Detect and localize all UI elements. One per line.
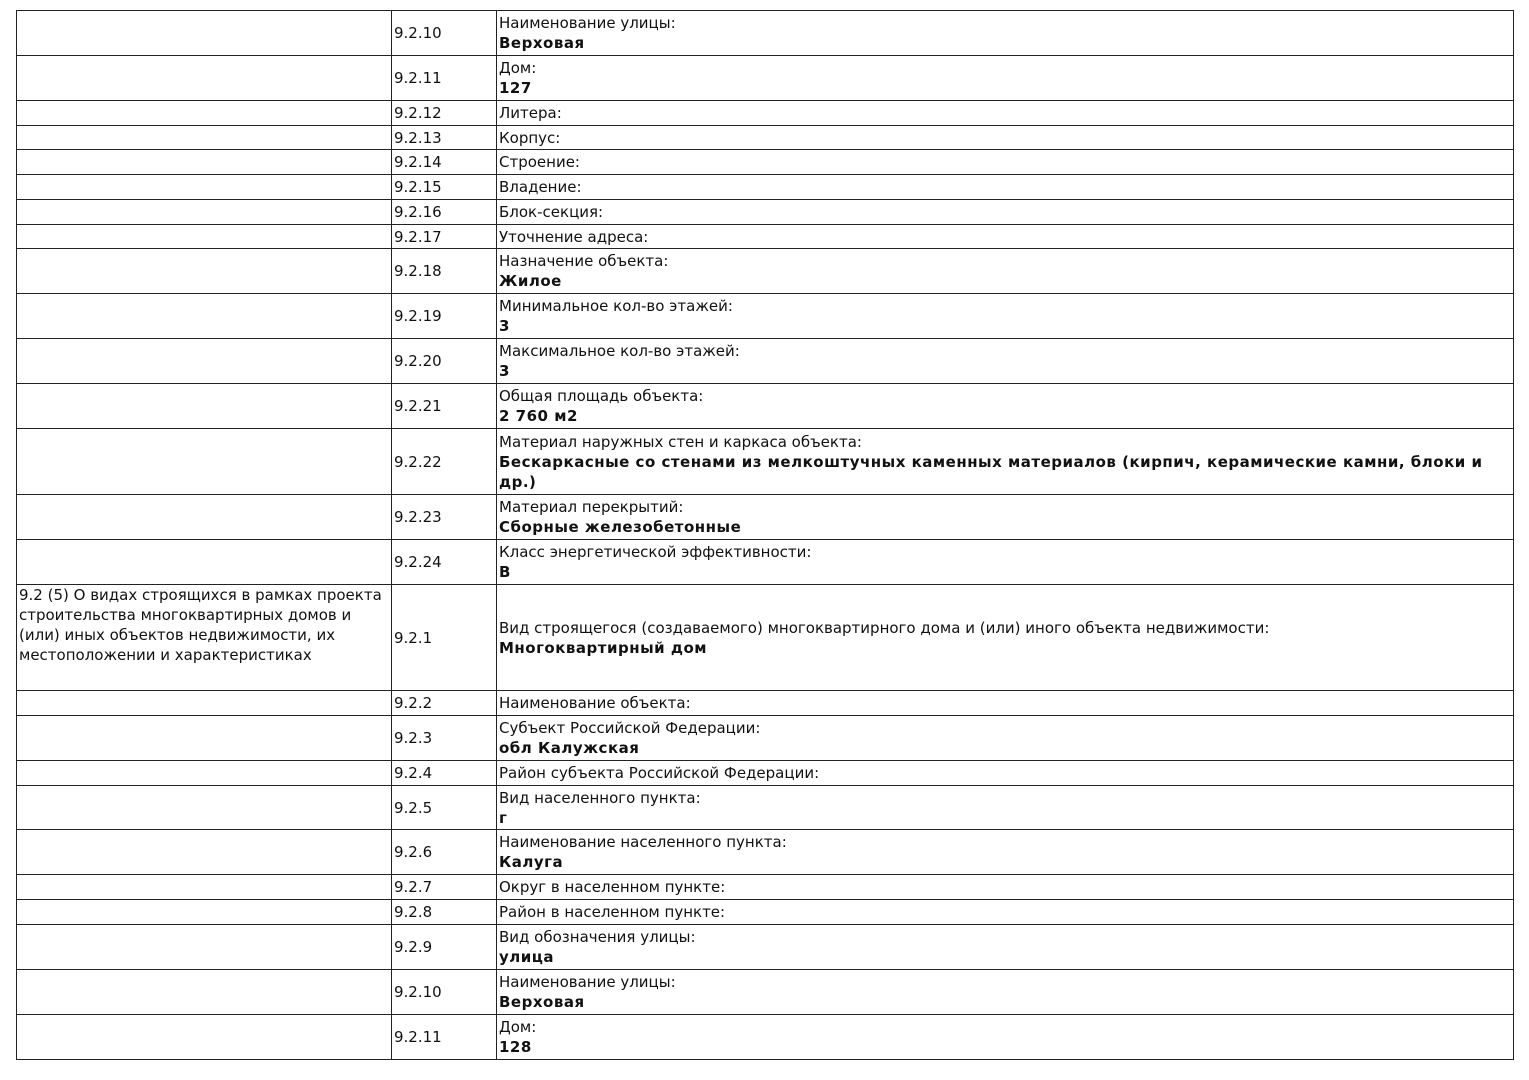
section-cell xyxy=(17,294,392,339)
field-label: Материал наружных стен и каркаса объекта: xyxy=(499,432,862,451)
table-row xyxy=(17,925,1514,970)
field-label: Субъект Российской Федерации: xyxy=(499,719,761,737)
table-row xyxy=(17,101,1514,126)
table-row xyxy=(17,970,1514,1015)
table-row xyxy=(17,585,1514,691)
section-cell xyxy=(17,56,392,101)
item-number: 9.2.4 xyxy=(392,761,497,786)
item-number: 9.2.8 xyxy=(392,900,497,925)
field-label: Назначение объекта: xyxy=(499,252,669,270)
field-value: В xyxy=(499,563,511,581)
field-cell xyxy=(497,585,1514,691)
item-number: 9.2.10 xyxy=(392,11,497,56)
table-row xyxy=(17,294,1514,339)
field-cell xyxy=(497,200,1514,225)
section-cell xyxy=(17,691,392,716)
item-number: 9.2.16 xyxy=(392,200,497,225)
section-cell xyxy=(17,786,392,830)
item-number: 9.2.13 xyxy=(392,126,497,150)
field-cell xyxy=(497,384,1514,429)
field-value: Калуга xyxy=(499,853,564,871)
item-number: 9.2.17 xyxy=(392,225,497,249)
item-number: 9.2.14 xyxy=(392,150,497,175)
field-value: Верховая xyxy=(499,993,585,1011)
item-number: 9.2.12 xyxy=(392,101,497,126)
field-label: Корпус: xyxy=(499,128,561,147)
field-label: Класс энергетической эффективности: xyxy=(499,543,812,561)
field-cell xyxy=(497,716,1514,761)
section-cell xyxy=(17,495,392,540)
field-value: 3 xyxy=(499,362,510,380)
field-label: Блок-секция: xyxy=(499,203,604,221)
table-body xyxy=(17,11,1514,1060)
item-number: 9.2.18 xyxy=(392,249,497,294)
table-row xyxy=(17,495,1514,540)
item-number: 9.2.1 xyxy=(392,585,497,691)
field-label: Уточнение адреса: xyxy=(499,227,649,246)
table-row xyxy=(17,384,1514,429)
table-row xyxy=(17,339,1514,384)
field-cell xyxy=(497,339,1514,384)
field-cell xyxy=(497,56,1514,101)
field-cell xyxy=(497,11,1514,56)
table-row xyxy=(17,249,1514,294)
field-cell xyxy=(497,786,1514,830)
field-label: Район субъекта Российской Федерации: xyxy=(499,764,820,782)
section-cell xyxy=(17,200,392,225)
field-cell xyxy=(497,294,1514,339)
table-row xyxy=(17,786,1514,830)
field-cell xyxy=(497,495,1514,540)
section-cell xyxy=(17,175,392,200)
field-cell xyxy=(497,1015,1514,1060)
field-value: 127 xyxy=(499,79,532,97)
section-cell xyxy=(17,875,392,900)
field-label: Вид населенного пункта: xyxy=(499,788,701,807)
field-cell xyxy=(497,875,1514,900)
item-number: 9.2.11 xyxy=(392,1015,497,1060)
section-cell xyxy=(17,101,392,126)
field-label: Дом: xyxy=(499,59,537,77)
section-cell xyxy=(17,11,392,56)
item-number: 9.2.15 xyxy=(392,175,497,200)
field-label: Округ в населенном пункте: xyxy=(499,878,726,896)
field-label: Строение: xyxy=(499,153,580,171)
item-number: 9.2.6 xyxy=(392,830,497,875)
field-label: Наименование улицы: xyxy=(499,973,676,991)
item-number: 9.2.20 xyxy=(392,339,497,384)
field-value: г xyxy=(499,808,508,827)
section-cell xyxy=(17,830,392,875)
table-row xyxy=(17,126,1514,150)
table-row xyxy=(17,11,1514,56)
field-label: Литера: xyxy=(499,104,562,122)
section-cell xyxy=(17,384,392,429)
table-row xyxy=(17,1015,1514,1060)
field-label: Минимальное кол-во этажей: xyxy=(499,297,733,315)
field-label: Вид обозначения улицы: xyxy=(499,928,696,946)
field-value: Верховая xyxy=(499,34,585,52)
section-cell xyxy=(17,1015,392,1060)
section-cell xyxy=(17,150,392,175)
table-row xyxy=(17,429,1514,495)
field-label: Наименование объекта: xyxy=(499,694,691,712)
field-cell xyxy=(497,150,1514,175)
field-label: Материал перекрытий: xyxy=(499,498,684,516)
field-label: Общая площадь объекта: xyxy=(499,387,704,405)
section-cell xyxy=(17,761,392,786)
section-cell xyxy=(17,925,392,970)
field-label: Владение: xyxy=(499,178,582,196)
section-cell xyxy=(17,225,392,249)
field-value: Сборные железобетонные xyxy=(499,518,742,536)
table-row xyxy=(17,875,1514,900)
field-value: 128 xyxy=(499,1038,532,1056)
item-number: 9.2.5 xyxy=(392,786,497,830)
field-value: 3 xyxy=(499,317,510,335)
item-number: 9.2.7 xyxy=(392,875,497,900)
item-number: 9.2.11 xyxy=(392,56,497,101)
field-value: Многоквартирный дом xyxy=(499,638,708,657)
field-cell xyxy=(497,761,1514,786)
field-cell xyxy=(497,101,1514,126)
field-cell xyxy=(497,126,1514,150)
object-characteristics-table xyxy=(16,10,1514,1060)
field-cell xyxy=(497,225,1514,249)
item-number: 9.2.3 xyxy=(392,716,497,761)
field-value: Жилое xyxy=(499,272,562,290)
field-label: Вид строящегося (создаваемого) многоквартирного дома и (или) иного объекта недвижимости: xyxy=(499,618,1270,637)
field-cell xyxy=(497,429,1514,495)
section-cell xyxy=(17,900,392,925)
section-cell xyxy=(17,126,392,150)
section-cell xyxy=(17,429,392,495)
table-row xyxy=(17,691,1514,716)
item-number: 9.2.19 xyxy=(392,294,497,339)
table-row xyxy=(17,900,1514,925)
field-label: Наименование улицы: xyxy=(499,14,676,32)
table-row xyxy=(17,200,1514,225)
table-row xyxy=(17,540,1514,585)
field-cell xyxy=(497,830,1514,875)
section-cell xyxy=(17,970,392,1015)
field-label: Дом: xyxy=(499,1018,537,1036)
table-row xyxy=(17,716,1514,761)
table-row xyxy=(17,761,1514,786)
field-value: Бескаркасные со стенами из мелкоштучных каменных материалов (кирпич, керамические камни, блоки и др.) xyxy=(499,452,1483,491)
table-row xyxy=(17,175,1514,200)
field-label: Наименование населенного пункта: xyxy=(499,833,787,851)
field-cell xyxy=(497,540,1514,585)
field-label: Максимальное кол-во этажей: xyxy=(499,342,740,360)
section-cell xyxy=(17,339,392,384)
item-number: 9.2.24 xyxy=(392,540,497,585)
table-row xyxy=(17,830,1514,875)
field-cell xyxy=(497,249,1514,294)
table-row xyxy=(17,150,1514,175)
section-cell xyxy=(17,249,392,294)
field-cell xyxy=(497,900,1514,925)
table-row xyxy=(17,225,1514,249)
field-cell xyxy=(497,970,1514,1015)
field-value: обл Калужская xyxy=(499,739,640,757)
item-number: 9.2.22 xyxy=(392,429,497,495)
table-row xyxy=(17,56,1514,101)
field-cell xyxy=(497,175,1514,200)
field-value: 2 760 м2 xyxy=(499,407,578,425)
section-cell xyxy=(17,716,392,761)
field-value: улица xyxy=(499,948,555,966)
section-cell: 9.2 (5) О видах строящихся в рамках проекта строительства многоквартирных домов и (или) иных объектов недвижимости, их местоположении и характеристиках xyxy=(17,585,392,691)
item-number: 9.2.9 xyxy=(392,925,497,970)
field-cell xyxy=(497,925,1514,970)
field-label: Район в населенном пункте: xyxy=(499,903,726,921)
section-cell xyxy=(17,540,392,585)
item-number: 9.2.23 xyxy=(392,495,497,540)
item-number: 9.2.10 xyxy=(392,970,497,1015)
item-number: 9.2.2 xyxy=(392,691,497,716)
field-cell xyxy=(497,691,1514,716)
item-number: 9.2.21 xyxy=(392,384,497,429)
